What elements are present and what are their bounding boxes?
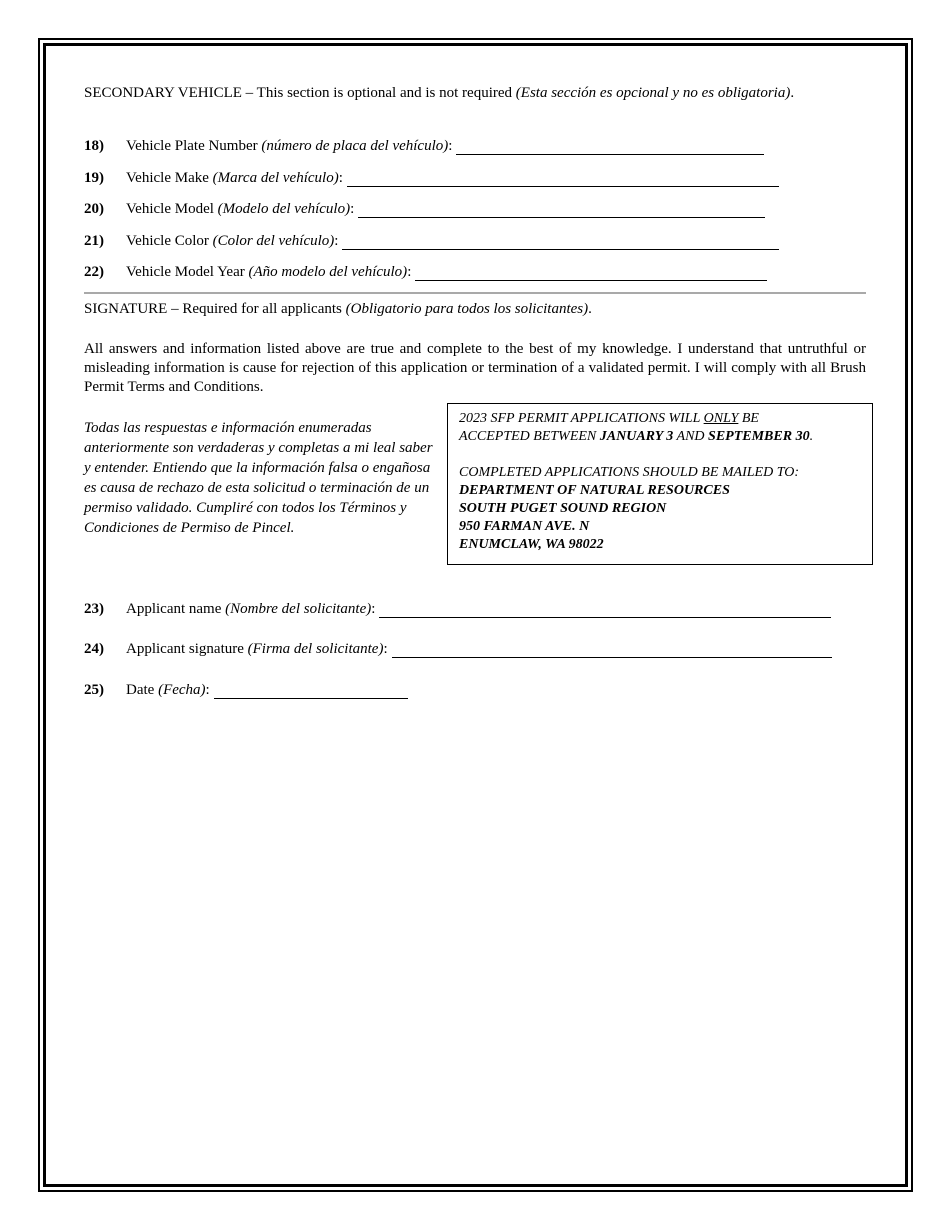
notice-spacer xyxy=(459,446,861,464)
field-label: Vehicle Color xyxy=(126,233,209,249)
field-number: 21) xyxy=(84,233,104,249)
notice-mail-heading: COMPLETED APPLICATIONS SHOULD BE MAILED TO: xyxy=(459,465,800,480)
certification-paragraph-spanish: Todas las respuestas e información enumeradas anteriormente son verdaderas y completas a mi leal saber y entender. Entiendo que la información falsa o engañosa es causa de rechazo de esta solicitud o terminación de un permiso validado. Cumpliré con todos los Términos y Condiciones de Permiso de Pincel. xyxy=(84,420,433,536)
section-divider xyxy=(84,292,866,294)
field-vehicle-color xyxy=(84,230,779,250)
field-colon: : xyxy=(407,264,412,280)
field-label-spanish: (Fecha) xyxy=(158,682,206,698)
field-label-spanish: (Modelo del vehículo) xyxy=(217,201,351,217)
notice-start-date: JANUARY 3 xyxy=(599,429,674,444)
field-applicant-name xyxy=(84,598,831,618)
signature-heading-end: . xyxy=(588,301,592,317)
field-label: Vehicle Plate Number xyxy=(126,138,258,154)
field-colon: : xyxy=(334,233,339,249)
notice-address-line: DEPARTMENT OF NATURAL RESOURCES xyxy=(459,483,730,498)
secondary-heading-text: SECONDARY VEHICLE – This section is optional and is not required xyxy=(84,85,516,101)
field-label: Vehicle Model Year xyxy=(126,264,245,280)
field-date xyxy=(84,679,408,699)
notice-text: AND xyxy=(673,429,709,444)
field-vehicle-model xyxy=(84,198,765,218)
applicant-signature-input[interactable] xyxy=(392,642,832,658)
date-input[interactable] xyxy=(214,683,408,699)
certification-paragraph: All answers and information listed above are true and complete to the best of my knowledge. I understand that untruthful or misleading information is cause for rejection of this application or termination of a validated permit. I will comply with all Brush Permit Terms and Conditions. xyxy=(84,341,866,395)
notice-text: 2023 SFP PERMIT APPLICATIONS WILL xyxy=(459,411,704,426)
notice-address-line: SOUTH PUGET SOUND REGION xyxy=(459,501,667,516)
field-vehicle-plate-number xyxy=(84,135,764,155)
field-label-spanish: (Año modelo del vehículo) xyxy=(248,264,408,280)
field-label: Date xyxy=(126,682,155,698)
notice-text: ACCEPTED BETWEEN xyxy=(459,429,600,444)
field-colon: : xyxy=(448,138,453,154)
field-vehicle-make xyxy=(84,167,779,187)
field-number: 20) xyxy=(84,201,104,217)
field-label-spanish: (Color del vehículo) xyxy=(212,233,335,249)
notice-address-line: ENUMCLAW, WA 98022 xyxy=(459,537,604,552)
submission-notice-box xyxy=(447,403,873,565)
field-number: 22) xyxy=(84,264,104,280)
notice-only-underlined: ONLY xyxy=(703,411,739,426)
notice-text: . xyxy=(809,429,814,444)
field-colon: : xyxy=(371,601,376,617)
secondary-heading-end: . xyxy=(790,85,795,101)
signature-heading-text: SIGNATURE – Required for all applicants xyxy=(84,301,346,317)
signature-heading xyxy=(84,300,866,319)
field-colon: : xyxy=(350,201,355,217)
vehicle-make-input[interactable] xyxy=(347,171,779,187)
field-number: 18) xyxy=(84,138,104,154)
applicant-name-input[interactable] xyxy=(379,602,831,618)
field-vehicle-model-year xyxy=(84,261,767,281)
field-number: 24) xyxy=(84,641,104,657)
notice-line-2 xyxy=(459,428,861,446)
field-number: 23) xyxy=(84,601,104,617)
field-number: 25) xyxy=(84,682,104,698)
signature-heading-spanish: (Obligatorio para todos los solicitantes) xyxy=(345,301,589,317)
vehicle-color-input[interactable] xyxy=(342,234,779,250)
field-label: Applicant signature xyxy=(126,641,244,657)
field-label-spanish: (número de placa del vehículo) xyxy=(261,138,449,154)
notice-text: BE xyxy=(738,411,759,426)
field-label-spanish: (Nombre del solicitante) xyxy=(225,601,372,617)
field-colon: : xyxy=(338,170,343,186)
secondary-heading-spanish: (Esta sección es opcional y no es obligatoria) xyxy=(515,85,791,101)
field-colon: : xyxy=(205,682,210,698)
notice-address-line: 950 FARMAN AVE. N xyxy=(459,519,590,534)
notice-end-date: SEPTEMBER 30 xyxy=(708,429,810,444)
field-applicant-signature xyxy=(84,638,832,658)
vehicle-plate-number-input[interactable] xyxy=(456,139,764,155)
field-number: 19) xyxy=(84,170,104,186)
vehicle-model-input[interactable] xyxy=(358,202,765,218)
field-label-spanish: (Firma del solicitante) xyxy=(247,641,384,657)
field-label: Applicant name xyxy=(126,601,222,617)
notice-line-1 xyxy=(459,410,861,428)
vehicle-model-year-input[interactable] xyxy=(415,265,767,281)
field-label: Vehicle Model xyxy=(126,201,214,217)
secondary-vehicle-heading xyxy=(84,84,824,103)
field-colon: : xyxy=(383,641,388,657)
field-label-spanish: (Marca del vehículo) xyxy=(212,170,339,186)
field-label: Vehicle Make xyxy=(126,170,209,186)
